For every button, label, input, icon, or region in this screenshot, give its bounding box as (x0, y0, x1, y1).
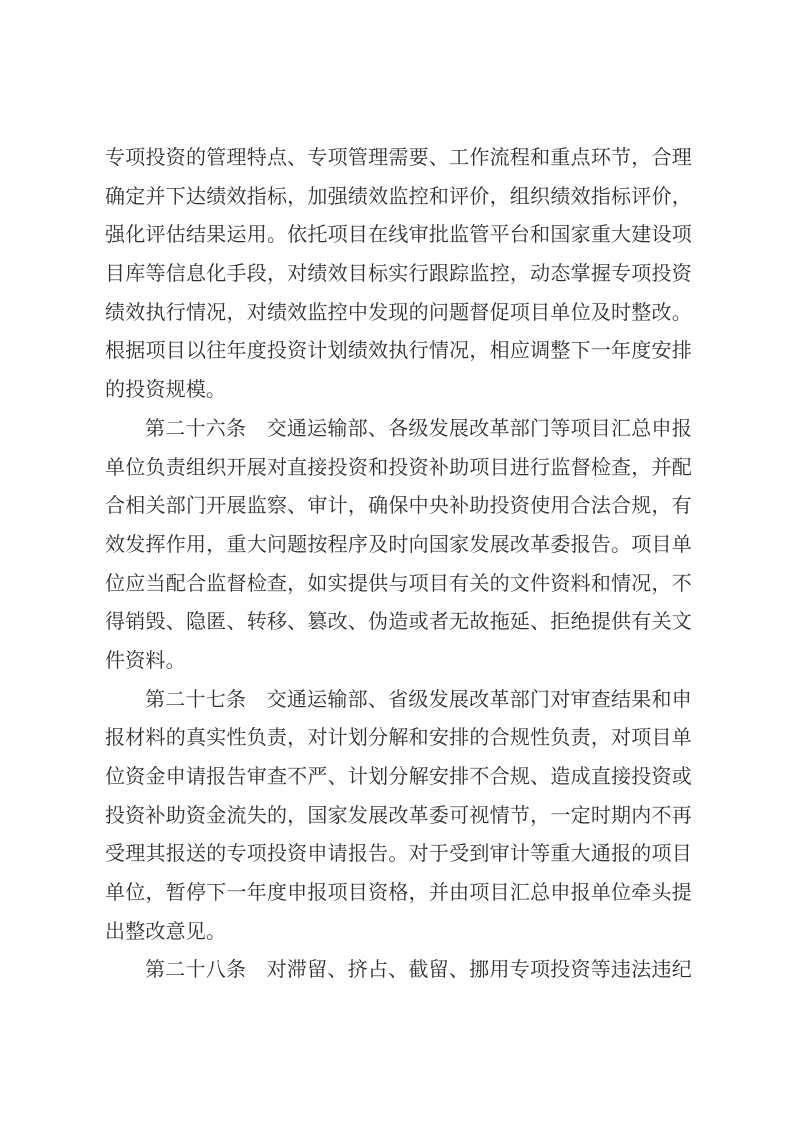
text-line: 出整改意见。 (105, 920, 227, 943)
text-line: 投资补助资金流失的，国家发展改革委可视情节，一定时期内不再 (105, 804, 692, 827)
document-text-block (105, 139, 692, 990)
text-line: 专项投资的管理特点、专项管理需要、工作流程和重点环节，合理 (105, 147, 692, 169)
paragraph (105, 139, 692, 410)
text-line: 强化评估结果运用。依托项目在线审批监管平台和国家重大建设项 (105, 224, 692, 247)
text-line: 件资料。 (105, 649, 186, 672)
text-line: 单位负责组织开展对直接投资和投资补助项目进行监督检查，并配 (105, 456, 692, 479)
text-line: 第二十七条 交通运输部、省级发展改革部门对审查结果和申 (145, 688, 692, 711)
text-line: 合相关部门开展监察、审计，确保中央补助投资使用合法合规，有 (105, 495, 692, 518)
paragraph-article-28 (105, 951, 692, 990)
text-line: 目库等信息化手段，对绩效目标实行跟踪监控，动态掌握专项投资 (105, 263, 692, 286)
text-line: 得销毁、隐匿、转移、篡改、伪造或者无故拖延、拒绝提供有关文 (105, 611, 692, 634)
text-line: 第二十六条 交通运输部、各级发展改革部门等项目汇总申报 (145, 417, 692, 440)
text-line: 单位，暂停下一年度申报项目资格，并由项目汇总申报单位牵头提 (105, 882, 692, 905)
text-line: 受理其报送的专项投资申请报告。对于受到审计等重大通报的项目 (105, 843, 692, 866)
text-line: 确定并下达绩效指标，加强绩效监控和评价，组织绩效指标评价， (105, 185, 692, 208)
text-line: 绩效执行情况，对绩效监控中发现的问题督促项目单位及时整改。 (105, 301, 692, 324)
text-line: 位应当配合监督检查，如实提供与项目有关的文件资料和情况，不 (105, 572, 692, 595)
text-line: 根据项目以往年度投资计划绩效执行情况，相应调整下一年度安排 (105, 340, 692, 363)
text-line: 第二十八条 对滞留、挤占、截留、挪用专项投资等违法违纪 (145, 959, 692, 982)
paragraph-article-26 (105, 410, 692, 681)
text-line: 效发挥作用，重大问题按程序及时向国家发展改革委报告。项目单 (105, 533, 692, 556)
text-line: 的投资规模。 (105, 379, 227, 402)
paragraph-article-27 (105, 681, 692, 952)
text-line: 位资金申请报告审查不严、计划分解安排不合规、造成直接投资或 (105, 766, 692, 788)
text-line: 报材料的真实性负责，对计划分解和安排的合规性负责，对项目单 (105, 727, 692, 750)
